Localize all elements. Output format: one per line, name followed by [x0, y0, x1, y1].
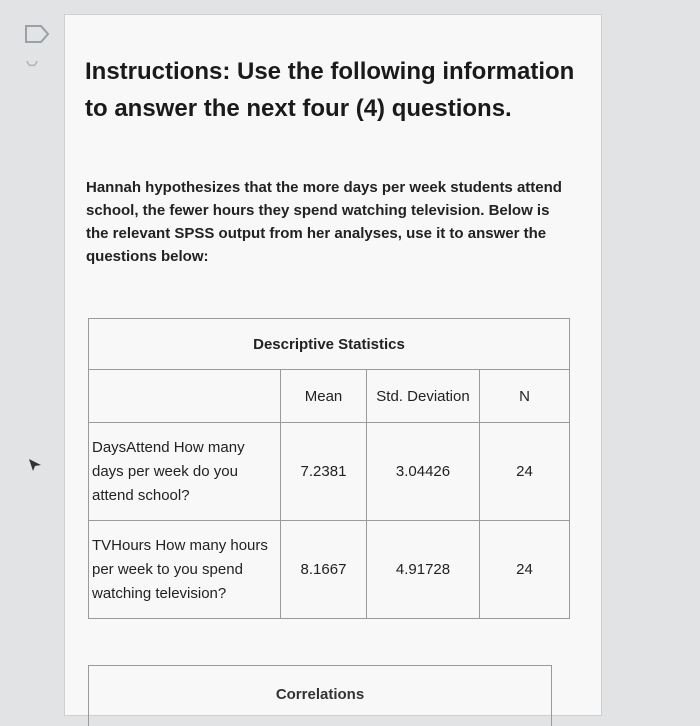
n-cell: 24 [480, 521, 570, 619]
std-cell: 3.04426 [367, 423, 480, 521]
correlations-table [88, 665, 552, 726]
paragraph-line: Hannah hypothesizes that the more days per week students attend [86, 179, 562, 196]
descriptive-statistics-table [88, 318, 570, 619]
label-line: TVHours How many hours [92, 536, 268, 554]
table-row [89, 423, 570, 521]
instructions-title [85, 53, 585, 127]
label-line: days per week do you [92, 462, 238, 480]
header-cell: N [480, 370, 570, 423]
label-line: DaysAttend How many [92, 438, 245, 456]
label-line: attend school? [92, 486, 190, 504]
paragraph-line: school, the fewer hours they spend watching television. Below is [86, 202, 550, 219]
n-cell: 24 [480, 423, 570, 521]
paragraph-line: the relevant SPSS output from her analyses, use it to answer the [86, 225, 547, 242]
header-cell: Mean [281, 370, 367, 423]
bookmark-icon[interactable] [24, 24, 50, 44]
table-header-row [89, 370, 570, 423]
table-caption: Correlations [275, 686, 365, 703]
row-label [89, 521, 281, 619]
mean-cell: 7.2381 [281, 423, 367, 521]
paragraph-line: questions below: [86, 248, 209, 265]
label-line: per week to you spend [92, 560, 243, 578]
title-line: Instructions: Use the following information [85, 58, 575, 85]
cursor-arrow-icon [28, 458, 42, 472]
status-icon [26, 58, 38, 68]
label-line: watching television? [92, 584, 227, 602]
title-line: to answer the next four (4) questions. [85, 95, 512, 122]
scenario-paragraph [86, 176, 586, 268]
mean-cell: 8.1667 [281, 521, 367, 619]
header-cell: Std. Deviation [367, 370, 480, 423]
row-label [89, 423, 281, 521]
header-cell [89, 370, 281, 423]
table-caption: Descriptive Statistics [89, 319, 570, 370]
std-cell: 4.91728 [367, 521, 480, 619]
question-card [64, 14, 602, 716]
table-row [89, 521, 570, 619]
